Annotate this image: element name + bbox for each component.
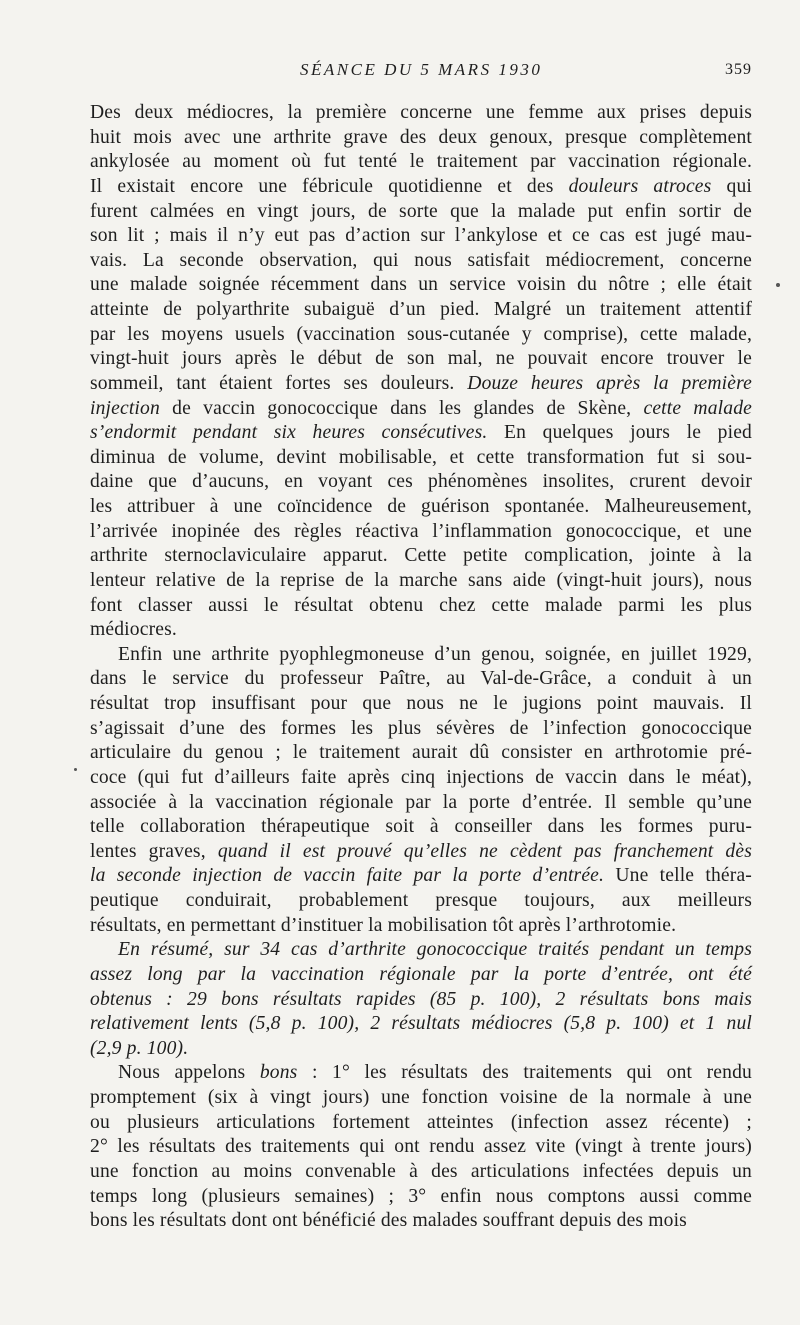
- text-line: [90, 963, 752, 988]
- text-line: [90, 618, 752, 643]
- text-line: [90, 273, 752, 298]
- paragraph: [90, 1061, 752, 1233]
- text-run: Une telle théra-: [604, 865, 752, 887]
- page-number: 359: [725, 61, 752, 78]
- text-line: [90, 1209, 752, 1234]
- italic-run: s’endormit pendant six heures consécutives.: [90, 422, 488, 444]
- text-line: [90, 470, 752, 495]
- italic-run: injection: [90, 397, 160, 419]
- text-run: dans le service du professeur Paître, au Val-de-Grâce, a conduit à un: [90, 668, 752, 690]
- text-run: vingt-huit jours après le début de son mal, ne pouvait encore trouver le: [90, 348, 752, 370]
- text-line: [90, 1012, 752, 1037]
- text-run: lenteur relative de la reprise de la marche sans aide (vingt-huit jours), nous: [90, 569, 752, 591]
- text-run: une fonction au moins convenable à des articulations infectées depuis un: [90, 1160, 752, 1182]
- text-run: diminua de volume, devint mobilisable, et cette transformation fut si sou-: [90, 446, 752, 468]
- text-line: [90, 840, 752, 865]
- text-run: ankylosée au moment où fut tenté le traitement par vaccination régionale.: [90, 151, 752, 173]
- text-run: ou plusieurs articulations fortement atteintes (infection assez récente) ;: [90, 1111, 752, 1133]
- text-run: lentes graves,: [90, 840, 218, 862]
- print-speck: [74, 768, 77, 771]
- text-run: par les moyens usuels (vaccination sous-cutanée y comprise), cette malade,: [90, 323, 752, 345]
- text-run: Des deux médiocres, la première concerne une femme aux prises depuis: [90, 102, 752, 123]
- text-line: [90, 766, 752, 791]
- text-line: [90, 1086, 752, 1111]
- text-line: [90, 692, 752, 717]
- text-line: [90, 175, 752, 200]
- text-run: bons les résultats dont ont bénéficié des malades souffrant depuis des mois: [90, 1210, 687, 1232]
- text-run: vais. La seconde observation, qui nous satisfait médiocrement, concerne: [90, 249, 752, 271]
- text-line: [90, 150, 752, 175]
- italic-run: Douze heures après la première: [467, 372, 752, 394]
- italic-run: relativement lents (5,8 p. 100), 2 résultats médiocres (5,8 p. 100) et 1 nul: [90, 1013, 752, 1035]
- text-run: Enfin une arthrite pyophlegmoneuse d’un genou, soignée, en juillet 1929,: [118, 643, 752, 665]
- text-line: [90, 544, 752, 569]
- text-line: [90, 126, 752, 151]
- text-run: coce (qui fut d’ailleurs faite après cinq injections de vaccin dans le méat),: [90, 766, 752, 788]
- text-line: [90, 446, 752, 471]
- text-line: [90, 224, 752, 249]
- text-run: telle collaboration thérapeutique soit à conseiller dans les formes puru-: [90, 816, 752, 838]
- text-line: [90, 520, 752, 545]
- print-speck: [776, 283, 780, 287]
- paragraph: [90, 101, 752, 643]
- paragraph: [90, 938, 752, 1061]
- text-run: son lit ; mais il n’y eut pas d’action sur l’ankylose et ce cas est jugé mau-: [90, 225, 752, 247]
- text-line: [90, 643, 752, 668]
- text-line: [90, 298, 752, 323]
- text-line: [90, 1185, 752, 1210]
- text-run: temps long (plusieurs semaines) ; 3° enfin nous comptons aussi comme: [90, 1185, 752, 1207]
- text-run: les attribuer à une coïncidence de guérison spontanée. Malheureusement,: [90, 496, 752, 517]
- text-run: de vaccin gonococcique dans les glandes de Skène,: [159, 397, 644, 419]
- text-run: Nous appelons: [118, 1062, 260, 1084]
- text-run: font classer aussi le résultat obtenu chez cette malade parmi les plus: [90, 594, 752, 616]
- text-line: [90, 397, 752, 422]
- text-line: [90, 200, 752, 225]
- italic-run: douleurs atroces: [568, 175, 712, 197]
- text-line: [90, 495, 752, 520]
- text-line: [90, 791, 752, 816]
- text-line: [90, 347, 752, 372]
- page-header: [0, 60, 800, 86]
- text-line: [90, 988, 752, 1013]
- text-run: l’arrivée inopinée des règles réactiva l’inflammation gonococcique, et une: [90, 520, 752, 542]
- italic-run: assez long par la vaccination régionale par la porte d’entrée, ont été: [90, 963, 752, 985]
- text-run: résultat trop insuffisant pour que nous ne le jugions point mauvais. Il: [90, 693, 752, 714]
- text-run: huit mois avec une arthrite grave des deux genoux, presque complètement: [90, 126, 752, 148]
- italic-run: En résumé, sur 34 cas d’arthrite gonococcique traités pendant un temps: [118, 939, 752, 961]
- text-line: [90, 741, 752, 766]
- italic-run: (2,9 p. 100).: [90, 1037, 189, 1059]
- text-line: [90, 569, 752, 594]
- text-run: une malade soignée récemment dans un service voisin du nôtre ; elle était: [90, 274, 752, 296]
- text-line: [90, 815, 752, 840]
- italic-run: quand il est prouvé qu’elles ne cèdent pas franchement dès: [217, 840, 752, 862]
- text-line: [90, 1135, 752, 1160]
- text-line: [90, 938, 752, 963]
- text-line: [90, 1160, 752, 1185]
- text-run: articulaire du genou ; le traitement aurait dû consister en arthrotomie pré-: [90, 742, 752, 764]
- text-run: daine que d’aucuns, en voyant ces phénomènes insolites, crurent devoir: [90, 471, 752, 493]
- paragraph: [90, 643, 752, 939]
- text-run: promptement (six à vingt jours) une fonction voisine de la normale à une: [90, 1087, 752, 1108]
- text-run: En quelques jours le pied: [487, 422, 752, 444]
- text-line: [90, 594, 752, 619]
- italic-run: obtenus : 29 bons résultats rapides (85 p. 100), 2 résultats bons mais: [90, 988, 752, 1010]
- running-head: SÉANCE DU 5 MARS 1930: [300, 60, 543, 79]
- text-line: [90, 1111, 752, 1136]
- text-run: peutique conduirait, probablement presque toujours, aux meilleurs: [90, 890, 752, 911]
- text-run: qui: [711, 175, 752, 197]
- text-run: 2° les résultats des traitements qui ont rendu assez vite (vingt à trente jours): [90, 1136, 752, 1158]
- text-line: [90, 249, 752, 274]
- text-run: Il existait encore une fébricule quotidienne et des: [90, 175, 569, 197]
- text-line: [90, 667, 752, 692]
- italic-run: bons: [259, 1062, 298, 1084]
- text-line: [90, 323, 752, 348]
- text-line: [90, 717, 752, 742]
- text-line: [90, 421, 752, 446]
- text-run: résultats, en permettant d’instituer la mobilisation tôt après l’arthrotomie.: [90, 914, 677, 936]
- text-line: [90, 1037, 752, 1062]
- italic-run: la seconde injection de vaccin faite par la porte d’entrée.: [90, 865, 605, 887]
- text-line: [90, 914, 752, 939]
- text-run: médiocres.: [90, 619, 177, 641]
- text-run: arthrite sternoclaviculaire apparut. Cette petite complication, jointe à la: [90, 545, 752, 567]
- text-run: furent calmées en vingt jours, de sorte que la malade put enfin sortir de: [90, 200, 752, 222]
- text-line: [90, 889, 752, 914]
- text-line: [90, 864, 752, 889]
- text-run: s’agissait d’une des formes les plus sévères de l’infection gonococcique: [90, 717, 752, 739]
- italic-run: cette malade: [643, 397, 752, 419]
- text-line: [90, 101, 752, 126]
- text-run: associée à la vaccination régionale par la porte d’entrée. Il semble qu’une: [90, 791, 752, 813]
- text-run: atteinte de polyarthrite subaiguë d’un pied. Malgré un traitement attentif: [90, 299, 752, 320]
- body-text: [90, 101, 752, 1234]
- text-line: [90, 372, 752, 397]
- text-run: : 1° les résultats des traitements qui ont rendu: [297, 1062, 752, 1084]
- text-run: sommeil, tant étaient fortes ses douleurs.: [90, 372, 468, 394]
- text-line: [90, 1061, 752, 1086]
